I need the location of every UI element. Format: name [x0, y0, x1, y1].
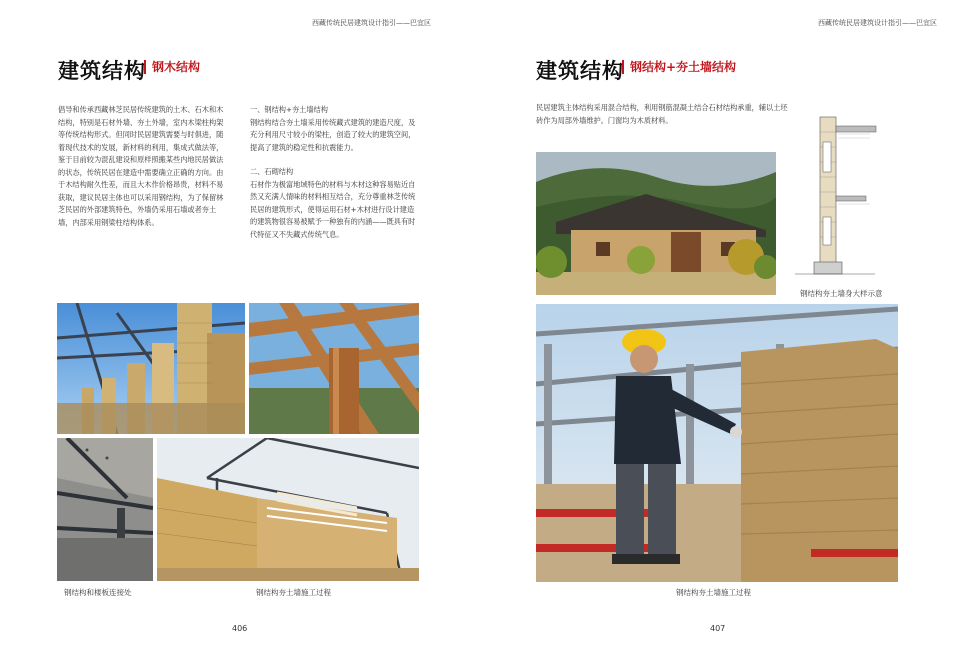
- page-number: 406: [232, 624, 248, 633]
- running-header: 西藏传统民居建筑设计指引——巴宜区: [312, 19, 431, 27]
- caption-slab-connection: 钢结构和楼板连接处: [64, 588, 132, 597]
- page-number: 407: [710, 624, 726, 633]
- page-title: 建筑结构: [58, 59, 146, 83]
- intro-text: 民居建筑主体结构采用混合结构，利用钢筋混凝土结合石材结构承重，辅以土坯砖作为局部外墙维护。门窗均为木质材料。: [536, 103, 788, 125]
- intro-paragraph: [58, 104, 228, 229]
- photo-worker-rammed-earth-wall: [536, 304, 898, 582]
- right-page: [478, 0, 956, 649]
- photo-steel-slab-connection: [57, 438, 153, 581]
- photo-steel-rammed-earth-construction: [157, 438, 419, 581]
- page-subtitle: 钢木结构: [144, 60, 200, 74]
- section1-text: 钢结构结合夯土墙采用传统藏式建筑的建造尺度，及充分利用尺寸较小的梁柱，创造了较大的建筑空间，提高了建筑的稳定性和抗震能力。: [250, 117, 416, 152]
- section2-title: 二、石砌结构: [250, 167, 294, 176]
- page-title: 建筑结构: [536, 59, 624, 83]
- section2-text: 石材作为极富地域特色的材料与木材这种容易贴近自然又充满人情味的材料相互结合，充分尊重林芝传统民居的建筑形式，使得运用石材+木材进行设计建造的建筑物很容易被赋予一种独有的内涵——既具有时代特征又不失藏式传统气息。: [250, 179, 416, 239]
- photo-rammed-earth-house: [536, 152, 776, 295]
- wall-section-detail-drawing: [790, 112, 880, 282]
- intro-paragraph: [536, 102, 792, 127]
- running-header: 西藏传统民居建筑设计指引——巴宜区: [818, 19, 937, 27]
- page-subtitle: 钢结构+夯土墙结构: [622, 60, 736, 74]
- caption-worker-photo: 钢结构夯土墙施工过程: [676, 588, 751, 597]
- intro-text: 倡导和传承西藏林芝民居传统建筑的土木、石木和木结构，特别是石材外墙、夯土外墙，室内木梁柱构架等传统结构形式。但同时民居建筑需要与时俱进，随着现代技术的发展，新材料的利用，集成式做法等，鉴于目前较为混乱建设和原样照搬某些内地民居做法的状态，传统民居在建造中需要确立正确的方向。由于木结构耐久性差，而且大木作价格昂贵，材料不易获取，建议民居主体也可以采用钢结构，为了保留林芝民居的外部建筑特色，外墙仍采用石墙或者夯土墙，内部采用钢梁柱结构体系。: [58, 105, 224, 227]
- section1-title: 一、钢结构+夯土墙结构: [250, 105, 328, 114]
- sections-column: [250, 104, 420, 241]
- photo-timber-beams: [249, 303, 419, 434]
- photo-rammed-earth-walls: [57, 303, 245, 434]
- caption-wall-detail: 钢结构夯土墙身大样示意: [800, 289, 883, 298]
- caption-construction: 钢结构夯土墙施工过程: [256, 588, 331, 597]
